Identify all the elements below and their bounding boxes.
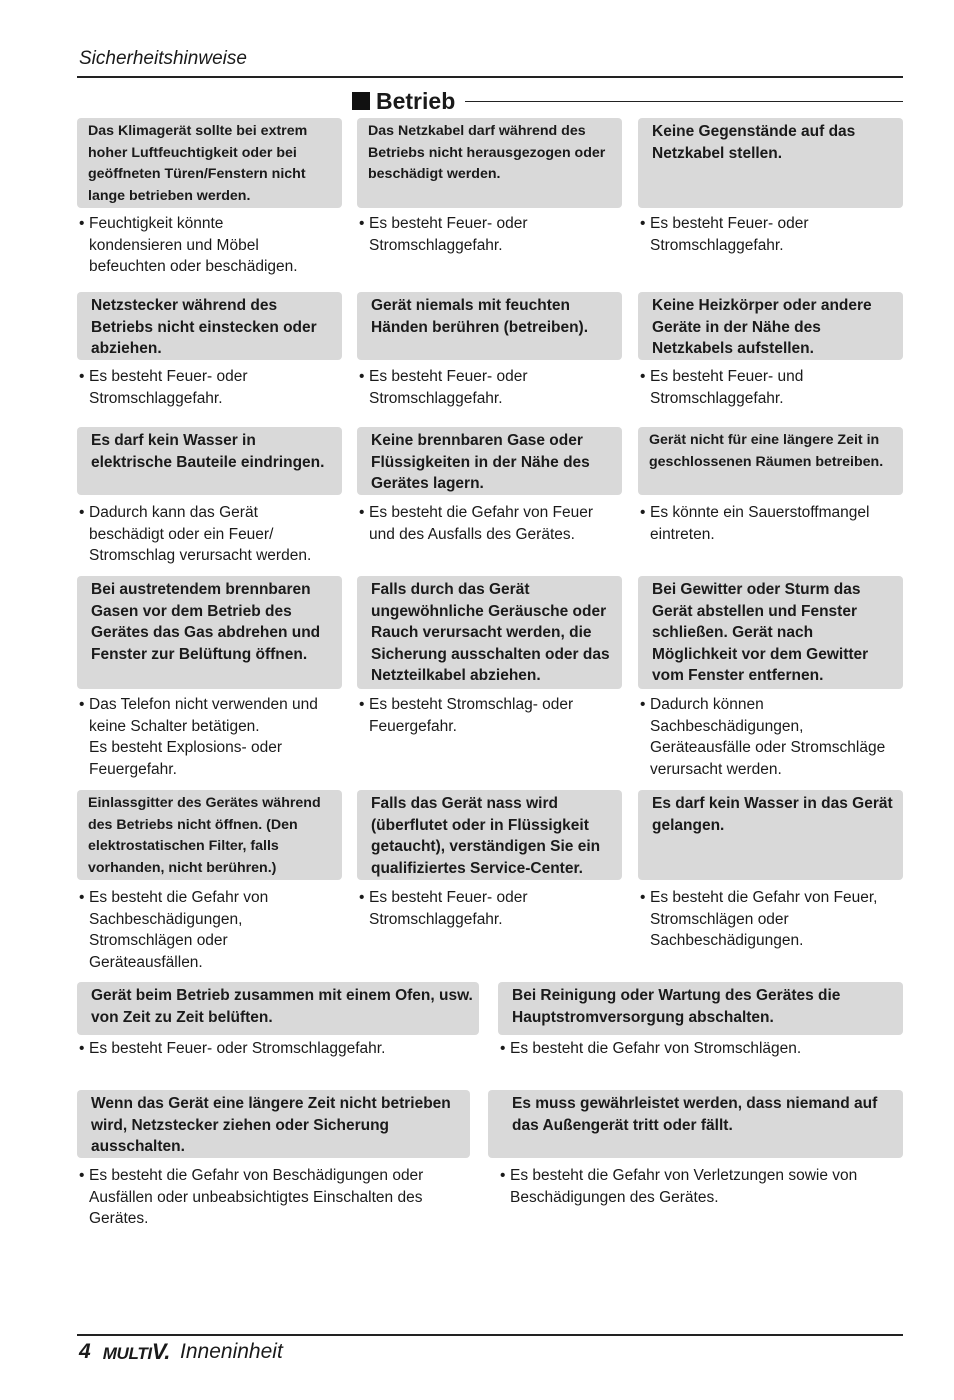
bullet: • — [359, 368, 365, 385]
footer — [79, 1337, 283, 1367]
warning-detail: • Es besteht Feuer- und Stromschlaggefahr. — [640, 368, 804, 407]
warning-detail: • Es besteht die Gefahr von Stromschlägen. — [500, 1038, 900, 1060]
bullet: • — [359, 504, 365, 521]
bullet: • — [79, 368, 85, 385]
warning-detail: • Es besteht Feuer- oder Stromschlaggefahr. — [79, 368, 248, 407]
warning-box: Bei austretendem brennbaren Gasen vor dem Betrieb des Gerätes das Gas abdrehen und Fenster zur Belüftung öffnen. — [77, 576, 342, 689]
footer-rule — [77, 1334, 903, 1336]
warning-box: Falls durch das Gerät ungewöhnliche Geräusche oder Rauch verursacht werden, die Sicherung ausschalten oder das Netzteilkabel abziehen. — [357, 576, 622, 689]
warning-box: Bei Gewitter oder Sturm das Gerät abstellen und Fenster schließen. Gerät nach Möglichkeit vor dem Gewitter vom Fenster entfernen. — [638, 576, 903, 689]
bullet: • — [79, 1040, 85, 1057]
warning-detail: • Dadurch kann das Gerät beschädigt oder ein Feuer/ Stromschlag verursacht werden. — [79, 504, 312, 564]
warning-box: Bei Reinigung oder Wartung des Gerätes die Hauptstromversorgung abschalten. — [498, 982, 903, 1035]
bullet: • — [79, 504, 85, 521]
bullet: • — [359, 889, 365, 906]
warning-detail: • Es besteht die Gefahr von Feuer und des Ausfalls des Gerätes. — [359, 504, 594, 543]
warning-box: Wenn das Gerät eine längere Zeit nicht betrieben wird, Netzstecker ziehen oder Sicherung ausschalten. — [77, 1090, 470, 1158]
section-heading — [352, 86, 903, 116]
warning-box: Keine Heizkörper oder andere Geräte in der Nähe des Netzkabels aufstellen. — [638, 292, 903, 360]
warning-detail: • Es besteht Feuer- oder Stromschlaggefahr. — [359, 889, 528, 928]
bullet: • — [79, 889, 85, 906]
warning-detail: • Es könnte ein Sauerstoffmangel eintreten. — [640, 504, 870, 543]
warning-box: Das Klimagerät sollte bei extrem hoher Luftfeuchtigkeit oder bei geöffneten Türen/Fenstern nicht lange betrieben werden. — [77, 118, 342, 208]
warning-box: Einlassgitter des Gerätes während des Betriebs nicht öffnen. (Den elektrostatischen Filter, falls vorhanden, nicht berühren.) — [77, 790, 342, 880]
header-title: Sicherheitshinweise — [79, 48, 247, 69]
section-rule — [465, 101, 903, 102]
warning-box: Es muss gewährleistet werden, dass niemand auf das Außengerät tritt oder fällt. — [488, 1090, 903, 1158]
bullet: • — [500, 1167, 506, 1184]
warning-box: Es darf kein Wasser in elektrische Bauteile eindringen. — [77, 427, 342, 495]
bullet: • — [79, 1167, 85, 1184]
multi-v-logo — [103, 1339, 170, 1365]
warning-detail: • Dadurch können Sachbeschädigungen, Geräteausfälle oder Stromschläge verursacht werden. — [640, 696, 886, 778]
warning-box: Keine Gegenstände auf das Netzkabel stellen. — [638, 118, 903, 208]
section-bullet-icon — [352, 92, 370, 110]
warning-box: Falls das Gerät nass wird (überflutet oder in Flüssigkeit getaucht), verständigen Sie ein qualifiziertes Service-Center. — [357, 790, 622, 880]
warning-box: Gerät niemals mit feuchten Händen berühren (betreiben). — [357, 292, 622, 360]
bullet: • — [359, 696, 365, 713]
warning-detail: • Es besteht Stromschlag- oder Feuergefahr. — [359, 696, 574, 735]
bullet: • — [640, 368, 646, 385]
warning-box: Keine brennbaren Gase oder Flüssigkeiten in der Nähe des Gerätes lagern. — [357, 427, 622, 495]
warning-detail: • Es besteht Feuer- oder Stromschlaggefahr. — [79, 1038, 479, 1060]
warning-box: Gerät beim Betrieb zusammen mit einem Ofen, usw. von Zeit zu Zeit belüften. — [77, 982, 479, 1035]
header-rule — [77, 76, 903, 78]
bullet: • — [640, 215, 646, 232]
page-number: 4 — [79, 1340, 91, 1363]
logo-sub: V. — [151, 1339, 171, 1364]
warning-box: Es darf kein Wasser in das Gerät gelangen. — [638, 790, 903, 880]
warning-detail: • Es besteht Feuer- oder Stromschlaggefahr. — [359, 215, 528, 254]
footer-title: Inneninheit — [180, 1340, 283, 1363]
bullet: • — [640, 504, 646, 521]
warning-detail: • Das Telefon nicht verwenden und keine Schalter betätigen. Es besteht Explosions- oder Feuergefahr. — [79, 696, 318, 778]
bullet: • — [79, 696, 85, 713]
bullet: • — [500, 1040, 506, 1057]
bullet: • — [79, 215, 85, 232]
warning-detail: • Es besteht die Gefahr von Sachbeschädigungen, Stromschlägen oder Geräteausfällen. — [79, 889, 269, 971]
warning-detail: • Es besteht die Gefahr von Feuer, Stromschlägen oder Sachbeschädigungen. — [640, 889, 878, 949]
section-title: Betrieb — [376, 87, 456, 114]
bullet: • — [640, 696, 646, 713]
warning-detail: • Es besteht die Gefahr von Beschädigungen oder Ausfällen oder unbeabsichtigtes Einschalten des Gerätes. — [79, 1167, 424, 1227]
warning-detail: • Es besteht Feuer- oder Stromschlaggefahr. — [359, 368, 528, 407]
bullet: • — [640, 889, 646, 906]
warning-box: Netzstecker während des Betriebs nicht einstecken oder abziehen. — [77, 292, 342, 360]
logo-main: MULTI — [102, 1344, 152, 1363]
warning-box: Gerät nicht für eine längere Zeit in geschlossenen Räumen betreiben. — [638, 427, 903, 495]
warning-detail: • Feuchtigkeit könnte kondensieren und Möbel befeuchten oder beschädigen. — [79, 215, 298, 275]
warning-detail: • Es besteht Feuer- oder Stromschlaggefahr. — [640, 215, 809, 254]
bullet: • — [359, 215, 365, 232]
warning-detail: • Es besteht die Gefahr von Verletzungen sowie von Beschädigungen des Gerätes. — [500, 1167, 858, 1206]
warning-box: Das Netzkabel darf während des Betriebs nicht herausgezogen oder beschädigt werden. — [357, 118, 622, 208]
